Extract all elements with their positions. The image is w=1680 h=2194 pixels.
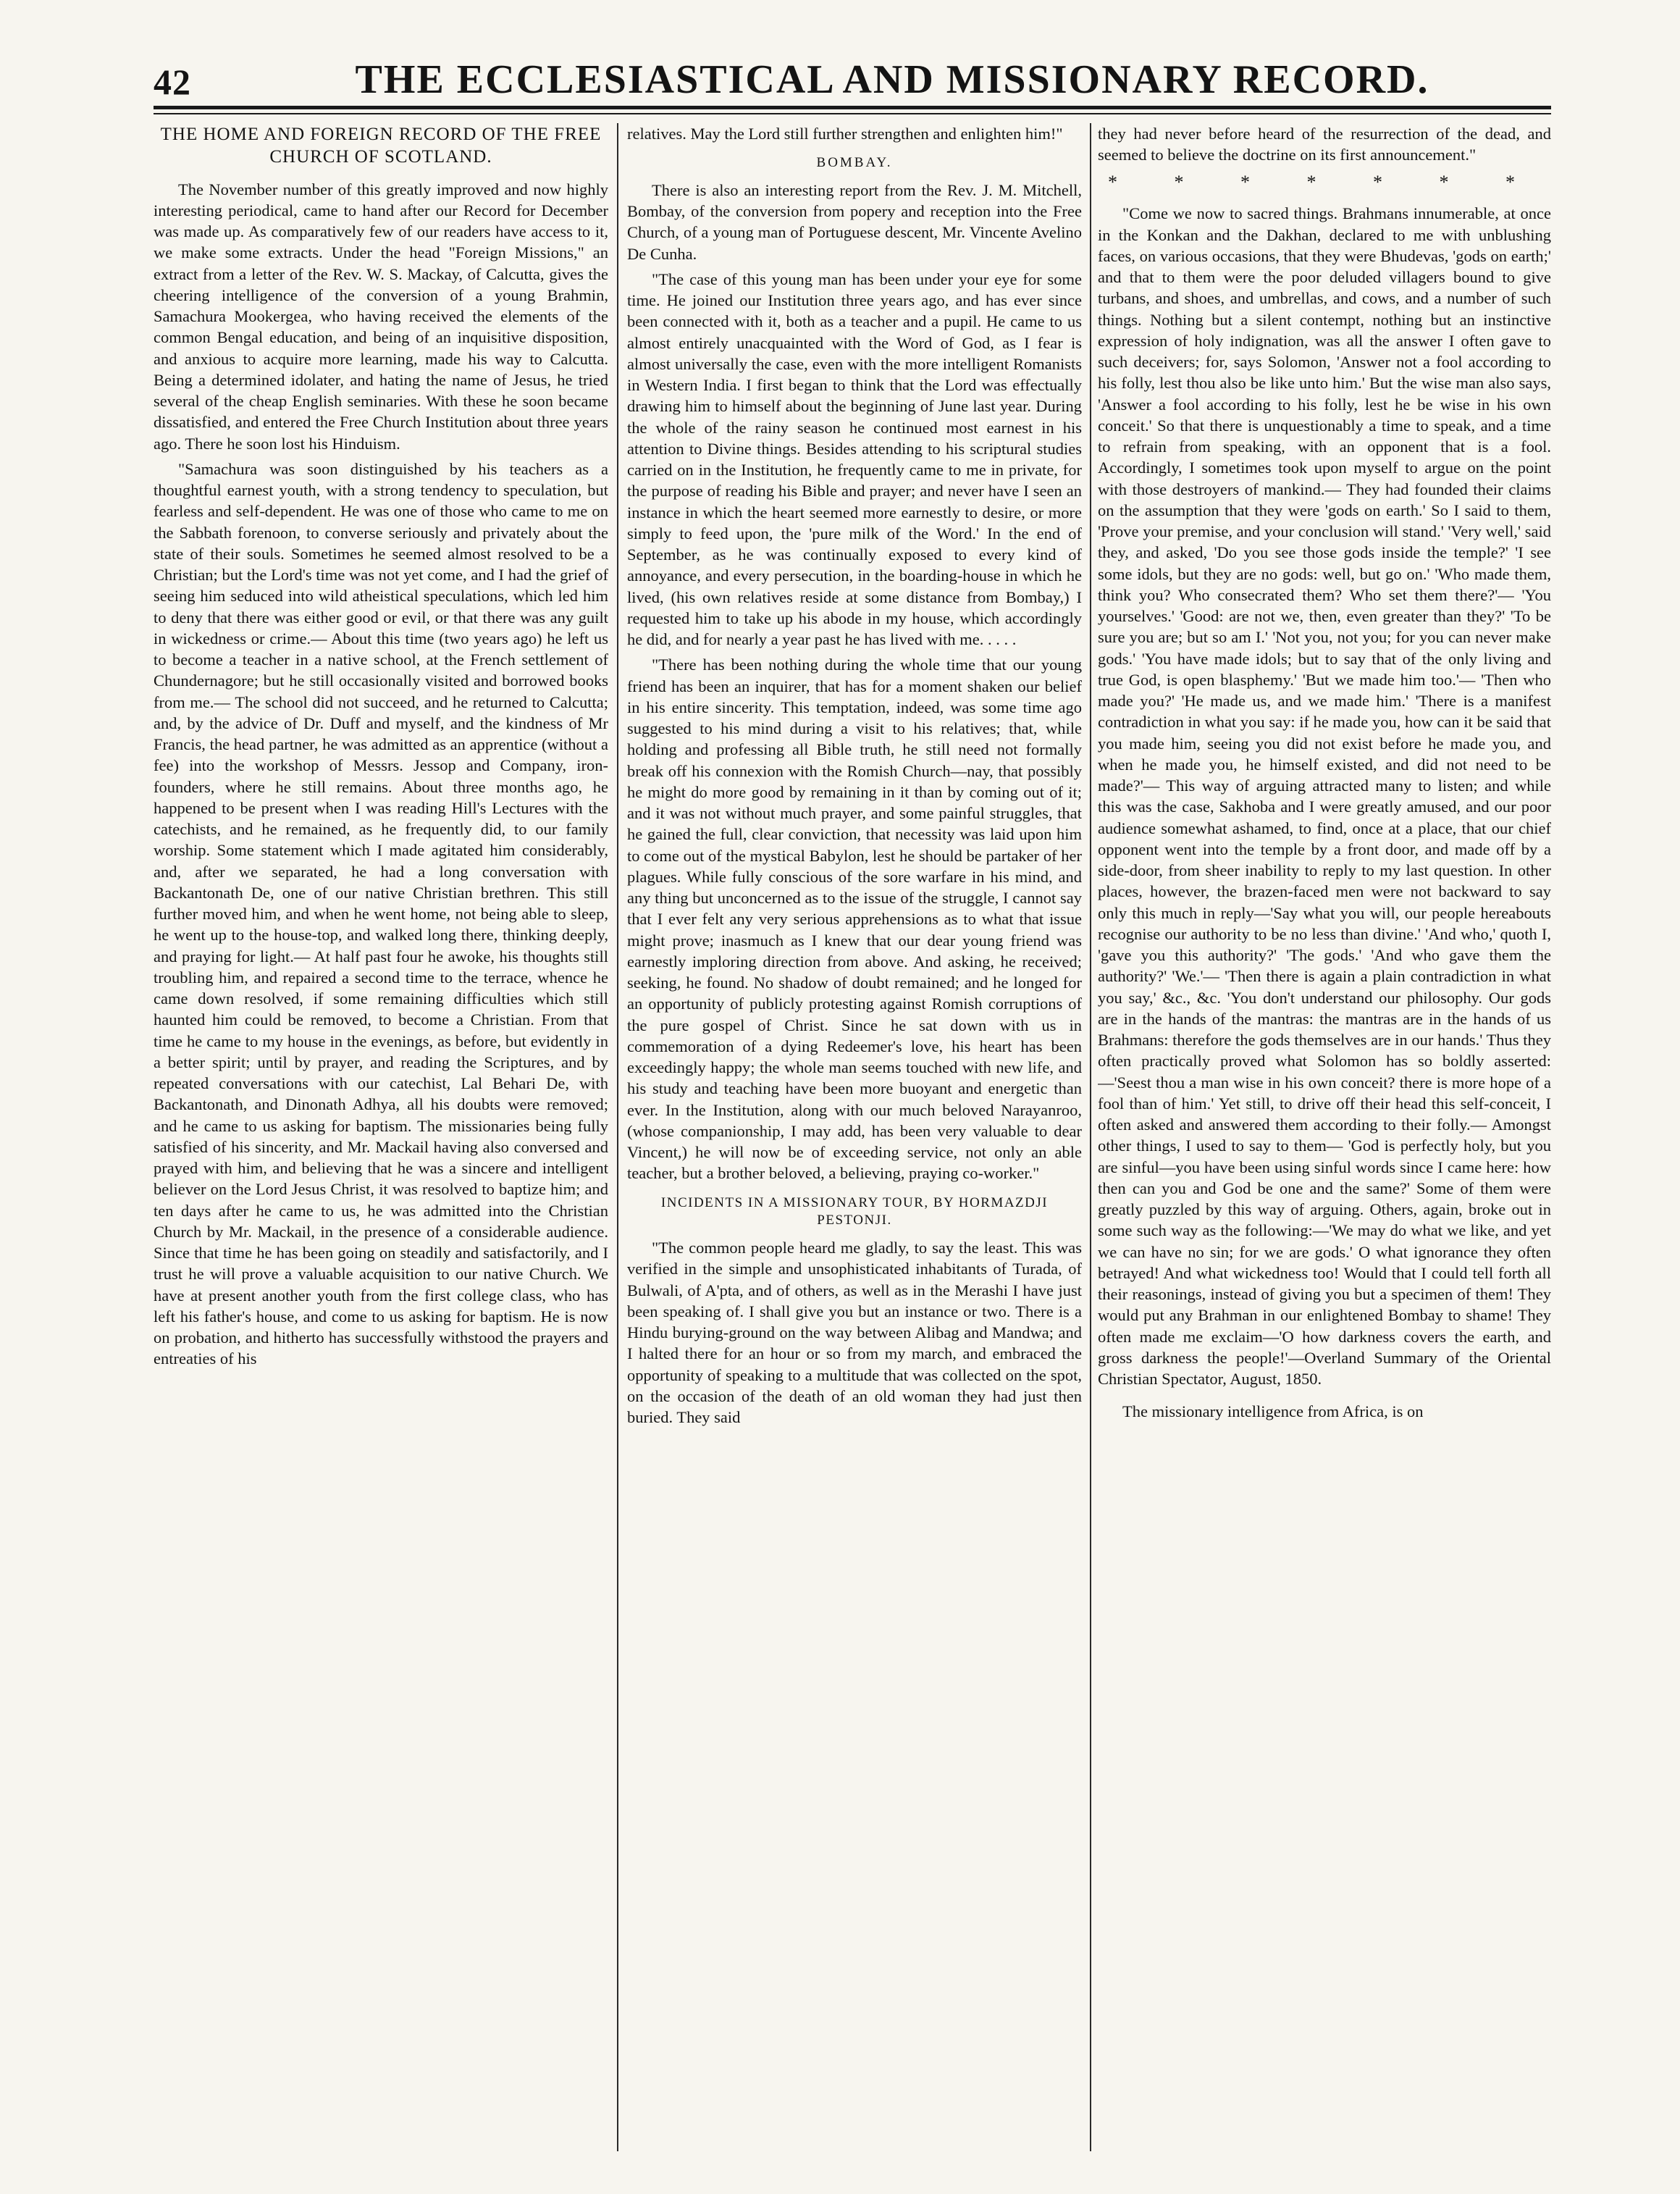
page-number: 42 xyxy=(154,62,191,102)
paragraph: "Samachura was soon distinguished by his teachers as a thoughtful earnest youth, with a strong tendency to speculation, but fearless and self-dependent. He was one of those who came to me on the Sabbath forenoon, to converse seriously and privately about the state of their souls. Sometimes he seemed almost resolved to be a Christian; but the Lord's time was not yet come, and I had the grief of seeing him seduced into wild atheistical speculations, which led him to deny that there was either good or evil, or that there was any guilt in wickedness or crime.— About this time (two years ago) he left us to become a teacher in a native school, at the French settlement of Chundernagore; but he still occasionally visited and borrowed books from me.— The school did not succeed, and he returned to Calcutta; and, by the advice of Dr. Duff and myself, and the kindness of Mr Francis, the head partner, he was admitted as an apprentice (without a fee) into the workshop of Messrs. Jessop and Company, iron-founders, where he still remains. About three months ago, he happened to be present when I was reading Hill's Lectures with the catechists, and he remained, as he frequently did, to our family worship. Some statement which I made agitated him considerably, and, after we separated, he had a long conversation with Backantonath De, one of our native Christian brethren. This still further moved him, and when he went home, not being able to sleep, he went up to the house-top, and walked long there, thinking deeply, and praying for light.— At half past four he awoke, his thoughts still troubling him, and repaired a second time to the terrace, whence he came down resolved, if some remaining difficulties which still haunted him could be removed, to become a Christian. From that time he came to my house in the evenings, as before, but evidently in a better spirit; until by prayer, and reading the Scriptures, and by repeated conversations with our catechist, Lal Behari De, with Backantonath, and Dinonath Adhya, all his doubts were removed; and he came to us asking for baptism. The missionaries being fully satisfied of his sincerity, and Mr. Mackail having also conversed and prayed with him, and believing that he was a sincere and intelligent believer on the Lord Jesus Christ, it was resolved to baptize him; and ten days after he came to us, he was admitted into the Christian Church by Mr. Mackail, in the presence of a considerable audience. Since that time he has been going on steadily and satisfactorily, and I trust he will prove a valuable acquisition to our native Church. We have at present another youth from the first college class, who has left his father's house, and come to us asking for baptism. He is now on probation, and hitherto has successfully withstood the prayers and entreaties of his xyxy=(154,459,608,1368)
journal-title: THE ECCLESIASTICAL AND MISSIONARY RECORD. xyxy=(355,57,1429,102)
column-3 xyxy=(1098,123,1551,2151)
column-2 xyxy=(627,123,1082,2151)
column-1 xyxy=(154,123,608,2151)
section-heading-bombay: BOMBAY. xyxy=(816,155,893,171)
paragraph: they had never before heard of the resurrection of the dead, and seemed to believe the doctrine on its first announcement." xyxy=(1098,125,1551,164)
column-divider-2 xyxy=(1090,123,1091,2151)
section-heading-incidents: INCIDENTS IN A MISSIONARY TOUR, BY HORMAZDJI PESTONJI. xyxy=(660,1194,1049,1228)
paragraph: "The case of this young man has been under your eye for some time. He joined our Institution three years ago, and has ever since been connected with it, both as a teacher and a pupil. He came to us almost entirely unacquainted with the Word of God, as I fear is almost universally the case, even with the more intelligent Romanists in Western India. I first began to think that the Lord was effectually drawing him to himself about the beginning of June last year. During the whole of the rainy season he continued most earnest in his attention to Divine things. Besides attending to his scriptural studies carried on in the Institution, he frequently came to me in private, for the purpose of reading his Bible and prayer; and never have I seen an instance in which the heart seemed more earnestly to desire, or more simply to feed upon, the 'pure milk of the Word.' In the end of September, as he was continually exposed to every kind of annoyance, and every persecution, in the boarding-house in which he lived, (his own relatives reside at some distance from Bombay,) I requested him to take up his abode in my house, which accordingly he did, and for nearly a year past he has lived with me. . . . . xyxy=(627,269,1082,649)
paragraph: There is also an interesting report from the Rev. J. M. Mitchell, Bombay, of the conversion from popery and reception into the Free Church, of a young man of Portuguese descent, Mr. Vincente Avelino De Cunha. xyxy=(627,180,1082,263)
header-rule-thick xyxy=(154,106,1551,109)
paragraph: "There has been nothing during the whole time that our young friend has been an inquirer, that has for a moment shaken our belief in his entire sincerity. This temptation, indeed, was some time ago suggested to his mind during a visit to his relatives; that, while holding and professing all Bible truth, he still need not formally break off his connexion with the Romish Church—nay, that possibly he might do more good by remaining in it than by coming out of it; and it was not without much prayer, and some painful struggles, that he gained the full, clear conviction, that necessity was laid upon him to come out of the mystical Babylon, lest he should be partaker of her plagues. While fully conscious of the sore warfare in his mind, and any thing but unconcerned as to the issue of the struggle, I cannot say that I ever felt any very serious apprehensions as to what that issue might prove; inasmuch as I knew that our dear young friend was earnestly imploring direction from above. And asking, he received; seeking, he found. No shadow of doubt remained; and he longed for an opportunity of publicly protesting against Romish corruptions of the pure gospel of Christ. Since he sat down with us in commemoration of a dying Redeemer's love, his heart has been exceedingly happy; the whole man seems touched with new life, and his study and teaching have been more buoyant and energetic than ever. In the Institution, along with our much beloved Narayanroo, (whose companionship, I may add, has been very valuable to dear Vincent,) he will now be of exceeding service, not only an able teacher, but a brother beloved, a believing, praying co-worker." xyxy=(627,656,1082,1183)
paragraph: The November number of this greatly improved and now highly interesting periodical, came to hand after our Record for December was made up. As comparatively few of our readers have access to it, we make some extracts. Under the head "Foreign Missions," an extract from a letter of the Rev. W. S. Mackay, of Calcutta, gives the cheering intelligence of the conversion of a young Brahmin, Samachura Mookergea, who having received the elements of the common Bengal education, and being of an inquisitive disposition, and anxious to acquire more learning, made his way to Calcutta. Being a determined idolater, and hating the name of Jesus, he tried several of the cheap English seminaries. With these he soon became dissatisfied, and entered the Free Church Institution about three years ago. There he soon lost his Hinduism. xyxy=(154,180,608,453)
masthead xyxy=(154,52,1551,103)
article-heading-home-foreign-record: THE HOME AND FOREIGN RECORD OF THE FREE CHURCH OF SCOTLAND. xyxy=(160,125,602,167)
section-break-stars: * * * * * * * xyxy=(1108,171,1541,193)
paragraph: The missionary intelligence from Africa, is on xyxy=(1122,1402,1424,1421)
column-divider-1 xyxy=(617,123,618,2151)
paragraph: "The common people heard me gladly, to say the least. This was verified in the simple and unsophisticated inhabitants of Turada, of Bulwali, of A'pta, and of others, as well as in the Merashi I have just been speaking of. I shall give you but an instance or two. There is a Hindu burying-ground on the way between Alibag and Mandwa; and I halted there for an hour or so from my march, and embraced the opportunity of speaking to a multitude that was collected on the spot, on the occasion of the death of an old woman they had just then buried. They said xyxy=(627,1239,1082,1427)
header-rule-thin xyxy=(154,113,1551,114)
paragraph: relatives. May the Lord still further strengthen and enlighten him!" xyxy=(627,125,1063,143)
paragraph: "Come we now to sacred things. Brahmans innumerable, at once in the Konkan and the Dakhan, declared to me with unblushing faces, on various occasions, that they were Bhudevas, 'gods on earth;' and that to them were the poor deluded villagers bound to give turbans, and shoes, and umbrellas, and cows, and a number of such things. Nothing but a silent contempt, nothing but an instinctive expression of holy indignation, was all the answer I often gave to such deceivers; for, says Solomon, 'Answer not a fool according to his folly, lest thou also be like unto him.' But the wise man also says, 'Answer a fool according to his folly, lest he be wise in his own conceit.' So that there is unquestionably a time to speak, and a time to refrain from speaking, with an opponent that is a fool. Accordingly, I sometimes took upon myself to argue on the point with those destroyers of mankind.— They had founded their claims on the assumption that they were 'gods on earth.' So I said to them, 'Prove your premise, and your conclusion will stand.' 'Very well,' said they, and asked, 'Do you see those gods inside the temple?' 'I see some idols, but they are no gods: well, but go on.' 'Who made them, think you? Who consecrated them? Who set them there?'— 'You yourselves.' 'Good: are not we, then, even greater than they?' 'To be sure you are; but so am I.' 'Not you, not you; for you can never make gods.' 'You have made idols; but to say that of the only living and true God, is open blasphemy.' 'But we made him too.'— 'Then who made you?' 'He made us, and we made him.' 'There is a manifest contradiction in what you say: if he made you, how can it be said that you made him, seeing you did not exist before he made you, and when he made you, he himself existed, and did not need to be made?'— This way of arguing attracted many to listen; and while this was the case, Sakhoba and I were greatly amused, and our poor audience somewhat ashamed, to find, once at a place, that our chief opponent went into the temple by a front door, and made off by a side-door, from sheer inability to reply to my last question. In other places, however, the brazen-faced men were not backward to say only this much in reply—'Say what you will, our people hereabouts recognise our authority to be no less than divine.' 'And who,' quoth I, 'gave you this authority?' 'The gods.' 'And who gave them the authority?' 'We.'— 'Then there is again a plain contradiction in what you say,' &c., &c. 'You don't understand our philosophy. Our gods are in the hands of the mantras: the mantras are in the hands of us Brahmans: therefore the gods themselves are in our hands.' Thus they often practically proved what Solomon has so boldly asserted:—'Seest thou a man wise in his own conceit? there is more hope of a fool than of him.' Yet still, to drive off their head this self-conceit, I often asked and answered them according to their folly.— Amongst other things, I used to say to them— 'God is perfectly holy, but you are sinful—you have been using sinful words since I came here: how then can you and God be one and the same?' Some of them were greatly puzzled by this way of arguing. Others, again, broke out in some such way as the following:—'We may do what we like, and yet we can have no sin; for we are gods.' O what ignorance they often betrayed! And what wickedness too! Would that I could tell forth all their reasonings, instead of giving you but a specimen of them! They would put any Brahman in our enlightened Bombay to shame! They often made me exclaim—'O how darkness covers the earth, and gross darkness the people!'—Overland Summary of the Oriental Christian Spectator, August, 1850. xyxy=(1098,204,1551,1389)
